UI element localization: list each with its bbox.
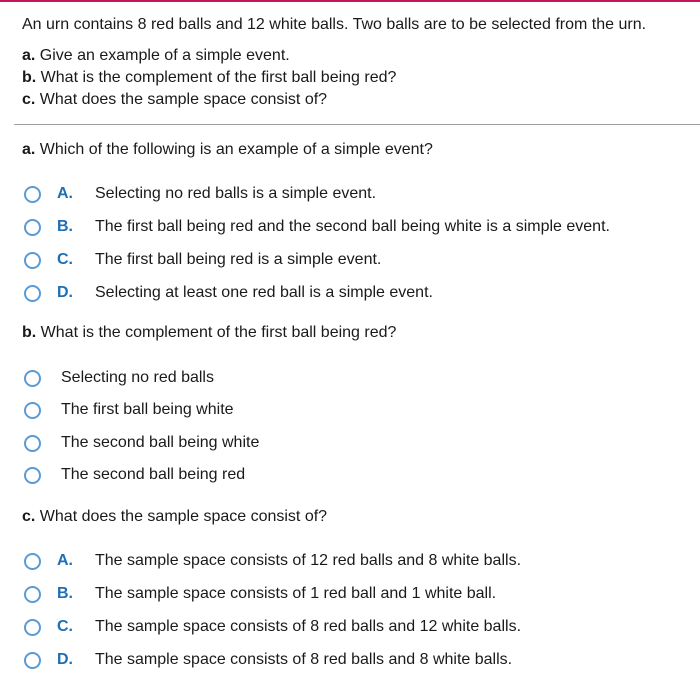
radio-button[interactable] [24, 652, 41, 669]
part-label: a. [22, 47, 36, 64]
option-text: The sample space consists of 8 red balls and 12 white balls. [95, 618, 522, 635]
option-text: The sample space consists of 1 red ball and 1 white ball. [95, 585, 497, 602]
option-text: The sample space consists of 8 red balls and 8 white balls. [95, 651, 513, 668]
radio-button[interactable] [24, 402, 41, 419]
radio-button[interactable] [24, 370, 41, 387]
part-text: What does the sample space consist of? [39, 91, 328, 108]
part-text: Give an example of a simple event. [39, 47, 290, 64]
radio-button[interactable] [24, 219, 41, 236]
question-label: a. [22, 141, 36, 158]
problem-part-c [22, 89, 692, 111]
question-a-heading [22, 139, 433, 161]
part-text: What is the complement of the first ball being red? [40, 69, 397, 86]
option-letter: B. [57, 218, 73, 235]
problem-part-a [22, 45, 692, 67]
option-c-A[interactable] [24, 549, 521, 573]
option-a-D[interactable] [24, 281, 433, 305]
question-text: What does the sample space consist of? [39, 508, 328, 525]
question-text: What is the complement of the first ball being red? [40, 324, 397, 341]
option-letter: A. [57, 185, 73, 202]
question-c-heading [22, 506, 327, 528]
question-b-heading [22, 322, 396, 344]
option-text: Selecting at least one red ball is a simple event. [95, 284, 433, 301]
option-text: The first ball being white [61, 401, 234, 418]
option-text: The second ball being white [61, 434, 260, 451]
option-b-4[interactable] [24, 463, 245, 487]
problem-statement [22, 14, 692, 111]
option-text: The sample space consists of 12 red balls and 8 white balls. [95, 552, 522, 569]
option-letter: B. [57, 585, 73, 602]
problem-part-b [22, 67, 692, 89]
option-b-3[interactable] [24, 431, 259, 455]
section-divider [14, 124, 700, 125]
question-text: Which of the following is an example of a simple event? [39, 141, 433, 158]
option-a-B[interactable] [24, 215, 610, 239]
option-letter: A. [57, 552, 73, 569]
option-b-1[interactable] [24, 366, 214, 390]
problem-text: An urn contains 8 red balls and 12 white balls. Two balls are to be selected from the urn. [22, 16, 647, 33]
option-text: The first ball being red and the second ball being white is a simple event. [95, 218, 610, 235]
radio-button[interactable] [24, 435, 41, 452]
option-letter: D. [57, 284, 73, 301]
radio-button[interactable] [24, 553, 41, 570]
option-text: Selecting no red balls is a simple event. [95, 185, 377, 202]
part-label: b. [22, 69, 37, 86]
option-letter: C. [57, 251, 73, 268]
option-text: The first ball being red is a simple event. [95, 251, 382, 268]
option-text: The second ball being red [61, 466, 246, 483]
option-a-C[interactable] [24, 248, 381, 272]
radio-button[interactable] [24, 619, 41, 636]
option-c-C[interactable] [24, 615, 521, 639]
option-c-D[interactable] [24, 648, 512, 672]
radio-button[interactable] [24, 586, 41, 603]
option-c-B[interactable] [24, 582, 496, 606]
top-accent-rule [0, 0, 700, 2]
radio-button[interactable] [24, 252, 41, 269]
option-letter: D. [57, 651, 73, 668]
question-label: c. [22, 508, 36, 525]
option-b-2[interactable] [24, 398, 234, 422]
option-letter: C. [57, 618, 73, 635]
option-a-A[interactable] [24, 182, 376, 206]
question-label: b. [22, 324, 37, 341]
radio-button[interactable] [24, 467, 41, 484]
part-label: c. [22, 91, 36, 108]
radio-button[interactable] [24, 186, 41, 203]
option-text: Selecting no red balls [61, 369, 214, 386]
radio-button[interactable] [24, 285, 41, 302]
